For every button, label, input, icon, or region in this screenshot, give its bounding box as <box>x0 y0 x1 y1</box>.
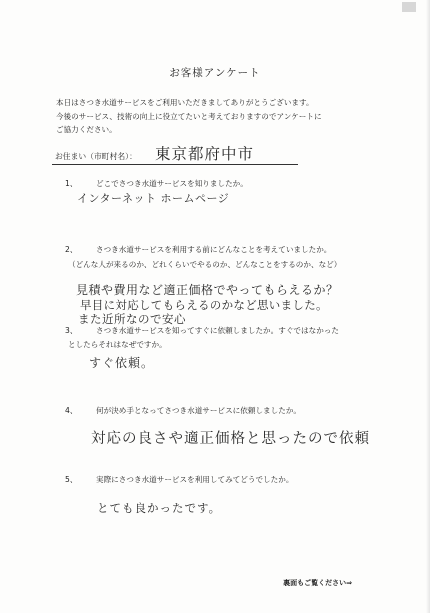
question-number: 5、 <box>65 475 78 484</box>
question-subtext: （どんな人が来るのか、どれくらいでやるのか、どんなことをするのか、など） <box>68 260 342 269</box>
answer-handwritten: 見積や費用など適正価格でやってもらえるか？ <box>76 283 339 297</box>
intro-line: 今後のサービス、技術の向上に役立てたいと考えておりますのでアンケートに <box>56 111 322 121</box>
answer-handwritten: 対応の良さや適正価格と思ったので依頼 <box>91 431 370 447</box>
address-label: お住まい（市町村名）： <box>55 152 137 161</box>
address-answer-handwritten: 東京都府中市 <box>155 145 255 163</box>
answer-handwritten: とても良かったです。 <box>97 501 222 515</box>
answer-handwritten: すぐ依頼。 <box>89 356 155 370</box>
intro-line: ご協力ください。 <box>56 125 117 134</box>
question-number: 4、 <box>65 406 78 415</box>
address-underline <box>52 164 298 165</box>
question-number: 3、 <box>65 326 78 335</box>
question-text: 何が決め手となってさつき水道サービスに依頼しましたか。 <box>96 406 302 415</box>
question-subtext: としたらそれはなぜですか。 <box>68 340 167 349</box>
scan-corner-mark <box>402 2 416 12</box>
intro-line: 本日はさつき水道サービスをご利用いただきましてありがとうございます。 <box>56 98 314 107</box>
question-number: 1、 <box>65 179 78 188</box>
answer-handwritten: また近所なので安心 <box>78 312 186 326</box>
scan-edge-shadow <box>426 0 430 613</box>
footer-note: 裏面もご覧ください⇒ <box>283 579 352 587</box>
question-text: さつき水道サービスを利用する前にどんなことを考えていましたか。 <box>96 245 332 254</box>
answer-handwritten: 早目に対応してもらえるのかなど思いました。 <box>80 298 328 312</box>
question-number: 2、 <box>65 245 78 254</box>
survey-title: お客様アンケート <box>169 67 261 79</box>
question-text: どこでさつき水道サービスを知りましたか。 <box>96 179 248 188</box>
intro-paragraph <box>56 96 406 137</box>
answer-handwritten: インターネット ホームページ <box>77 192 230 205</box>
question-text: 実際にさつき水道サービスを利用してみてどうでしたか。 <box>96 475 294 484</box>
question-text: さつき水道サービスを知ってすぐに依頼しましたか。すぐではなかった <box>96 326 339 335</box>
